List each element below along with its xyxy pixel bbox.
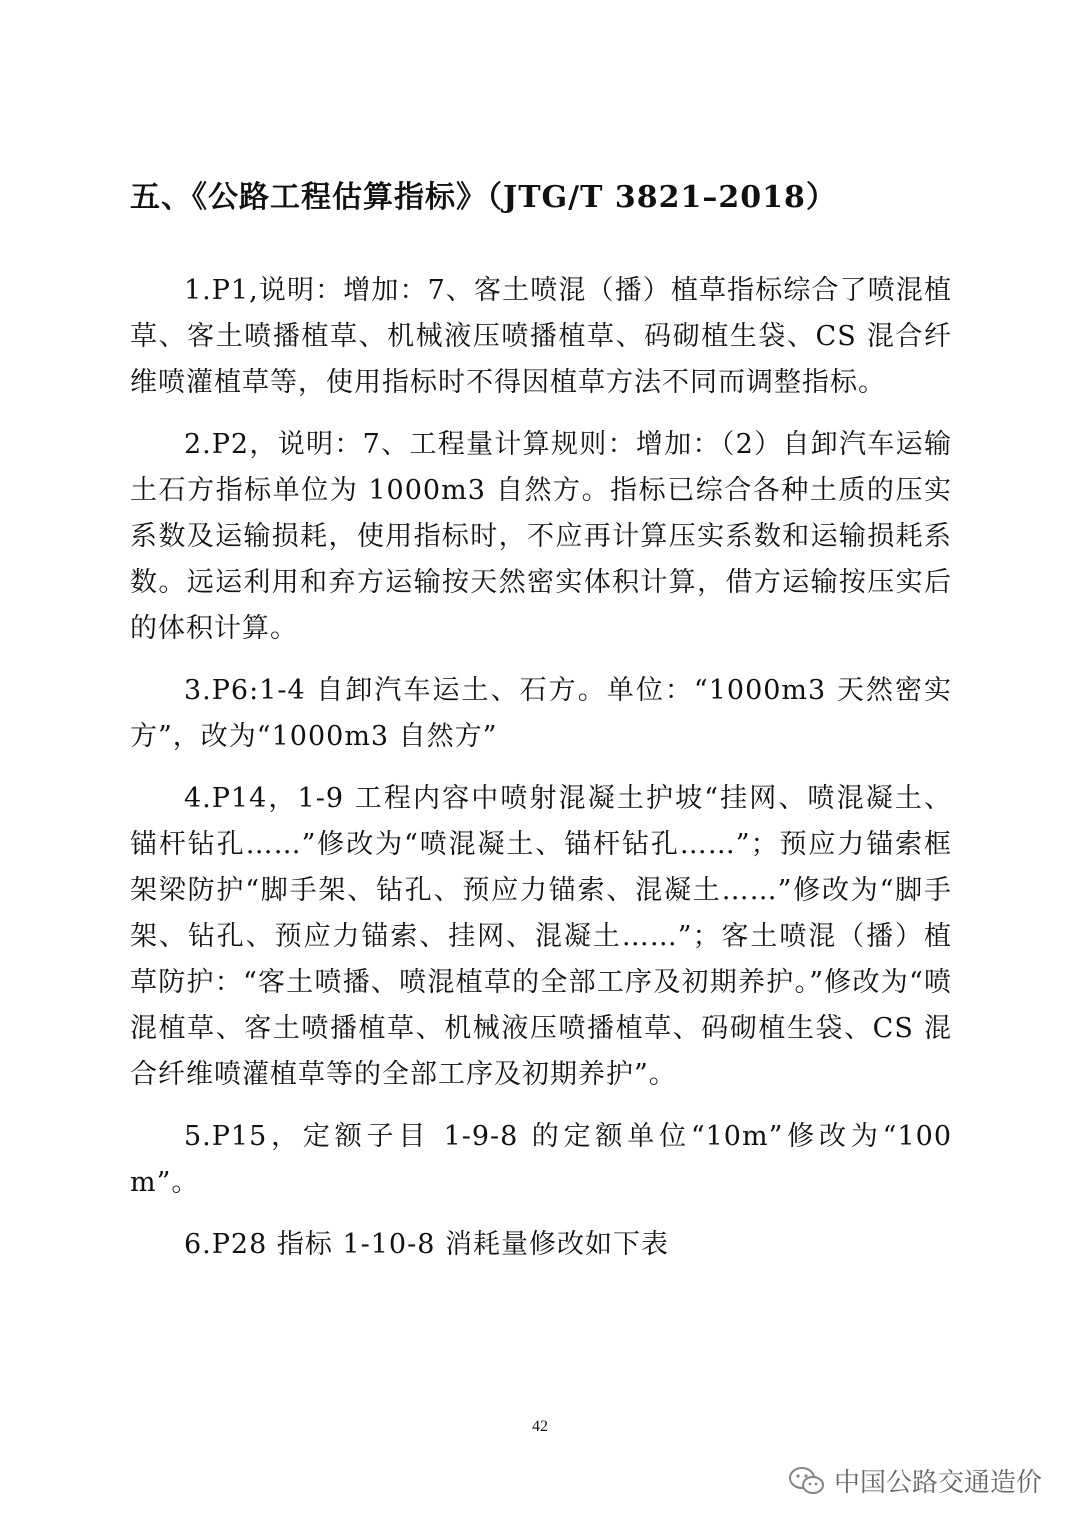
wechat-icon <box>788 1466 826 1496</box>
paragraph-4: 4.P14，1-9 工程内容中喷射混凝土护坡“挂网、喷混凝土、锚杆钻孔……”修改为“喷混凝土、锚杆钻孔……”；预应力锚索框架梁防护“脚手架、钻孔、预应力锚索、混凝土……”修改为“脚手架、钻孔、预应力锚索、挂网、混凝土……”；客土喷混（播）植草防护：“客土喷播、喷混植草的全部工序及初期养护。”修改为“喷混植草、客土喷播植草、机械液压喷播植草、码砌植生袋、CS 混合纤维喷灌植草等的全部工序及初期养护”。 <box>130 783 952 1090</box>
paragraph-3: 3.P6:1-4 自卸汽车运土、石方。单位：“1000m3 天然密实方”，改为“1000m3 自然方” <box>130 675 952 752</box>
section-heading: 五、《公路工程估算指标》（JTG/T 3821–2018） <box>130 180 837 215</box>
paragraph-6: 6.P28 指标 1-10-8 消耗量修改如下表 <box>184 1229 669 1260</box>
paragraph-1: 1.P1,说明：增加：7、客土喷混（播）植草指标综合了喷混植草、客土喷播植草、机械液压喷播植草、码砌植生袋、CS 混合纤维喷灌植草等，使用指标时不得因植草方法不同而调整指标。 <box>130 275 952 398</box>
watermark <box>788 1462 1042 1499</box>
watermark-text: 中国公路交通造价 <box>833 1468 1042 1498</box>
paragraph-5: 5.P15，定额子目 1-9-8 的定额单位“10m”修改为“100m”。 <box>130 1121 952 1198</box>
page-number: 42 <box>532 1418 548 1435</box>
body-text <box>130 268 952 1284</box>
paragraph-2: 2.P2，说明：7、工程量计算规则：增加：（2）自卸汽车运输土石方指标单位为 1000m3 自然方。指标已综合各种土质的压实系数及运输损耗，使用指标时，不应再计算压实系数和运输损耗系数。远运利用和弃方运输按天然密实体积计算，借方运输按压实后的体积计算。 <box>130 429 952 644</box>
